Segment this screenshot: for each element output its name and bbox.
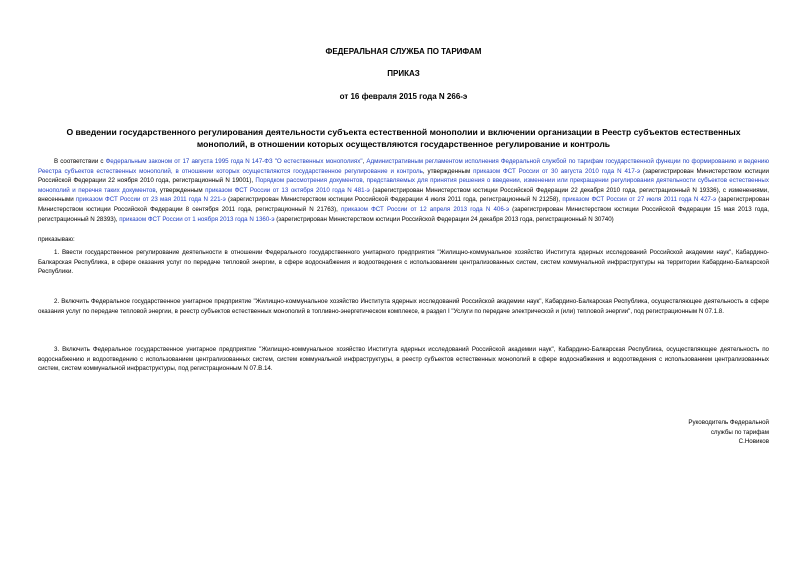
item-3 [38, 345, 769, 374]
link-order-406[interactable]: приказом ФСТ России от 12 апреля 2013 года N 406-э [341, 205, 510, 213]
item-3-text: 3. Включить Федеральное государственное унитарное предприятие "Жилищно-коммунальное хозяйство Института ядерных исследований Российской академии наук", Кабардино-Балкарская Республика, осуществляющее деятельность по водоснабжению и водоотведению с использованием централизованных систем, систем коммунальной инфраструктуры, в реестр субъектов естественных монополий в сфере водоснабжения и водоотведения с использованием централизованных систем, систем коммунальной инфраструктуры, под регистрационным N 07.В.14. [38, 346, 769, 373]
link-order-427[interactable]: приказом ФСТ России от 27 июля 2011 года N 427-э [562, 196, 717, 204]
link-order-221[interactable]: приказом ФСТ России от 23 мая 2011 года N 221-э [75, 196, 226, 204]
agency-name: ФЕДЕРАЛЬНАЯ СЛУЖБА ПО ТАРИФАМ [325, 47, 482, 56]
signature-line-1: Руководитель Федеральной [688, 419, 769, 426]
link-order-481[interactable]: приказом ФСТ России от 13 октября 2010 года N 481-э [205, 186, 370, 194]
link-federal-law-147[interactable]: Федеральным законом от 17 августа 1995 года N 147-ФЗ "О естественных монополиях" [105, 158, 363, 165]
preamble-text: (зарегистрирован Министерством юстиции Российской Федерации 15 мая 2013 года, регистрационный N 28393), [38, 205, 769, 223]
doc-type: ПРИКАЗ [387, 69, 420, 78]
signature-line-3: С.Новиков [738, 438, 769, 446]
link-order-1360[interactable]: приказом ФСТ России от 1 ноября 2013 года N 1360-э [119, 215, 275, 223]
order-word: приказываю: [38, 236, 75, 243]
doc-title: О введении государственного регулирования деятельности субъекта естественной монополии и включении организации в Реестр субъектов естественных монополий, в отношении которых осуществляются государственное регулирование и контроль [66, 127, 741, 149]
preamble-text: (зарегистрирован Министерством юстиции Российской Федерации 22 декабря 2010 года, регистрационный N 19336), с изменениями, внесенными [38, 186, 769, 204]
item-1-text: 1. Ввести государственное регулирование деятельности в отношении Федерального государственного унитарного предприятия "Жилищно-коммунальное хозяйство Института ядерных исследований Российской академии наук", Кабардино-Балкарская Республика, в сфере оказания услуг по передаче тепловой энергии, в сфере водоснабжения и водоотведения с использованием централизованных систем, систем коммунальной инфраструктуры на территории Кабардино-Балкарской Республики. [38, 249, 769, 276]
link-order-417[interactable]: приказом ФСТ России от 30 августа 2010 года N 417-э [473, 167, 641, 175]
preamble-text: , [362, 158, 367, 165]
signature-block [688, 418, 769, 447]
preamble-text: (зарегистрирован Министерством юстиции Российской Федерации 8 сентября 2011 года, регистрационный N 21763), [38, 196, 769, 213]
item-2-text: 2. Включить Федеральное государственное унитарное предприятие "Жилищно-коммунальное хозяйство Института ядерных исследований Российской академии наук", Кабардино-Балкарская Республика, осуществляющее деятельность в сфере оказания услуг по передаче тепловой энергии, в реестр субъектов естественных монополий в топливно-энергетическом комплексе, в раздел I "Услуги по передаче электрической и (или) тепловой энергии", под регистрационным N 07.1.8. [38, 298, 769, 315]
item-1 [38, 248, 769, 277]
item-2 [38, 297, 769, 316]
preamble-text: (зарегистрирован Министерством юстиции Российской Федерации 24 декабря 2013 года, регистрационный N 30740) [274, 215, 614, 223]
link-admin-regulation[interactable]: Административным регламентом исполнения Федеральной службой по тарифам государственной функции по формированию и ведению Реестра субъектов естественных монополий, в отношении которых осуществляются государственное регулирование и контроль [38, 158, 770, 175]
preamble-text: (зарегистрирован Министерством юстиции Российской Федерации 4 июля 2011 года, регистрационный N 21258), [225, 196, 563, 204]
doc-date-number: от 16 февраля 2015 года N 266-э [339, 92, 468, 101]
preamble-text: , утвержденным [422, 167, 474, 175]
preamble-text: В соответствии с [54, 158, 106, 165]
preamble-text: (зарегистрирован Министерством юстиции Российской Федерации 22 ноября 2010 года, регистрационный N 19001), [38, 167, 770, 185]
signature-line-2: службы по тарифам [710, 428, 769, 436]
link-procedure[interactable]: Порядком рассмотрения документов, представляемых для принятия решения о введении, изменении или прекращении регулирования деятельности субъектов естественных монополий и перечня таких документов [38, 177, 769, 194]
preamble-paragraph [38, 157, 769, 224]
preamble-text: , утвержденным [155, 186, 206, 194]
